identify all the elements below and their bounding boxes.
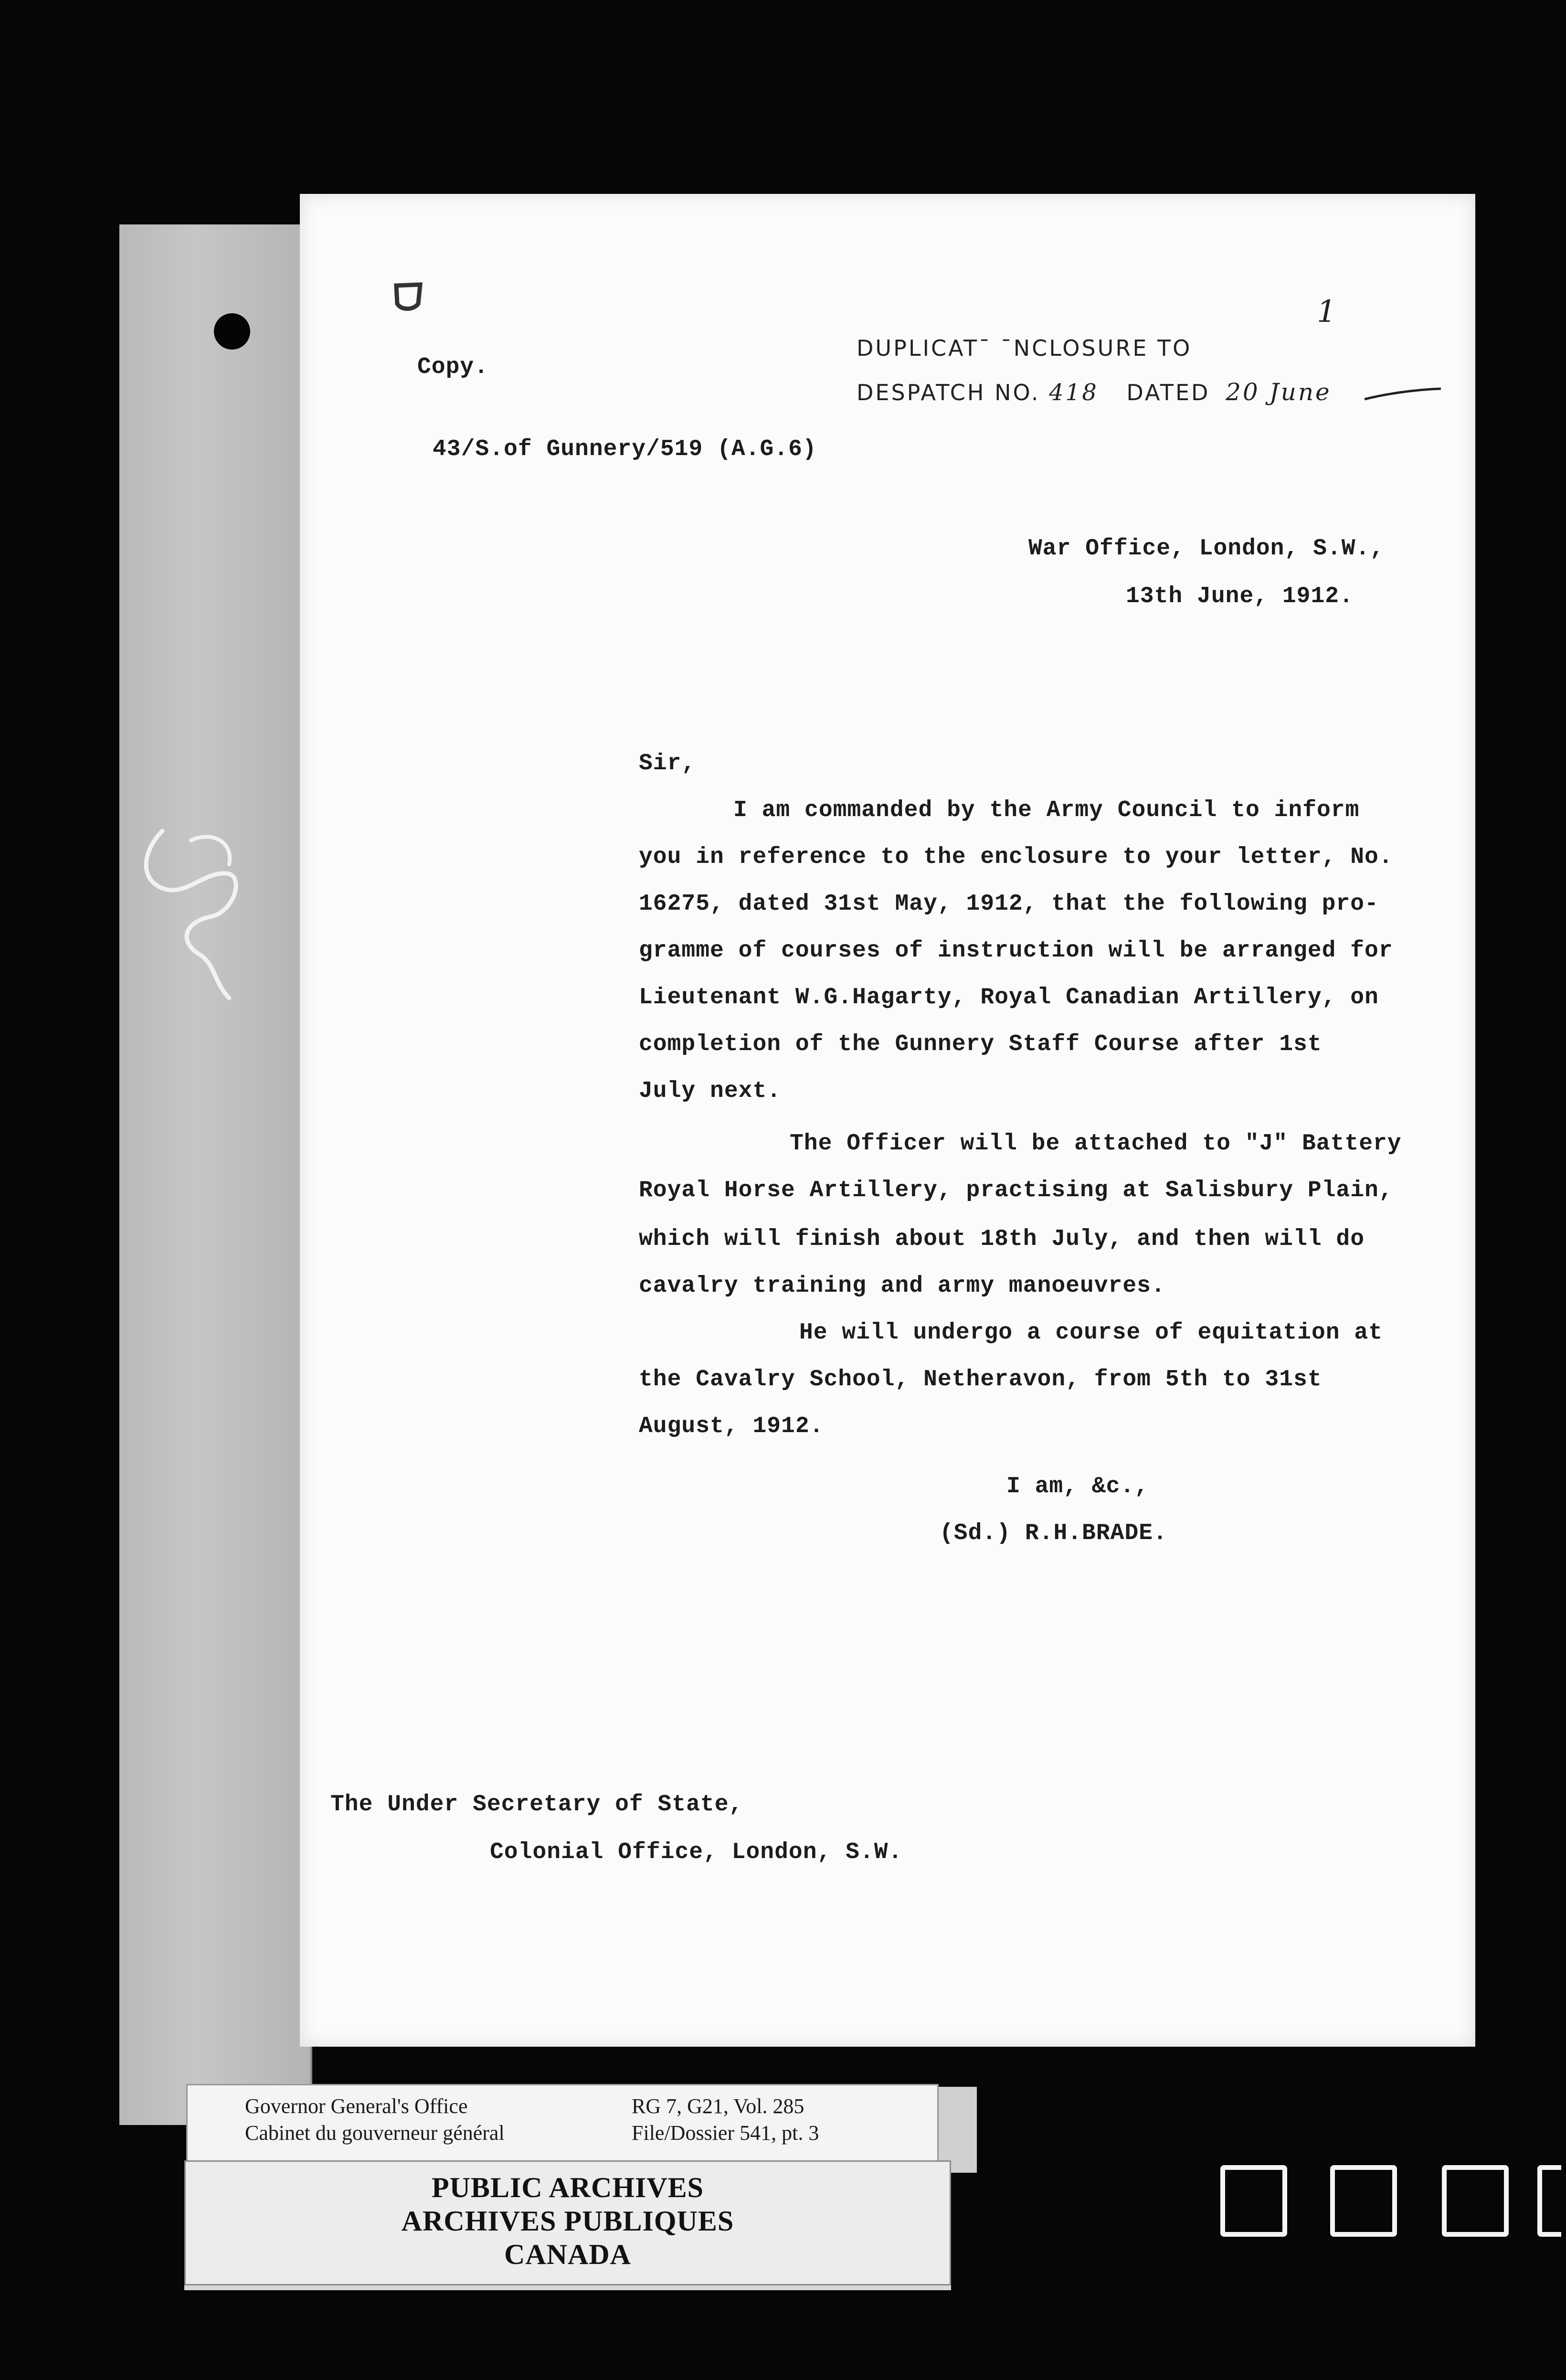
body-line: you in reference to the enclosure to your letter, No. bbox=[639, 844, 1393, 870]
handwritten-scribble bbox=[134, 821, 243, 1003]
salutation: Sir, bbox=[639, 751, 696, 776]
handwritten-underline bbox=[1365, 385, 1441, 404]
frame-counter-digit bbox=[1442, 2165, 1509, 2237]
body-line: the Cavalry School, Netheravon, from 5th to 31st bbox=[639, 1367, 1322, 1392]
stamp-date: 20 June bbox=[1226, 378, 1332, 406]
stamp-despatch-number: 418 bbox=[1049, 379, 1099, 406]
frame-counter-digit bbox=[1537, 2165, 1561, 2237]
body-line: July next. bbox=[639, 1078, 782, 1104]
closing: I am, &c., bbox=[1006, 1474, 1149, 1499]
office-french: Cabinet du gouverneur général bbox=[245, 2121, 505, 2145]
enclosure-stamp-line1: DUPLICAT¯ ¯NCLOSURE TO bbox=[857, 335, 1192, 361]
office-english: Governor General's Office bbox=[245, 2094, 468, 2118]
body-line: which will finish about 18th July, and then will do bbox=[639, 1226, 1365, 1252]
body-line: 16275, dated 31st May, 1912, that the following pro- bbox=[639, 891, 1379, 917]
enclosure-stamp-line2 bbox=[857, 378, 1332, 406]
body-line: August, 1912. bbox=[639, 1413, 824, 1439]
body-line: gramme of courses of instruction will be arranged for bbox=[639, 938, 1393, 964]
public-archives-label bbox=[184, 2160, 951, 2285]
letter-sheet bbox=[300, 194, 1475, 2047]
body-line: Royal Horse Artillery, practising at Salisbury Plain, bbox=[639, 1178, 1393, 1203]
punch-hole bbox=[214, 313, 250, 350]
archives-line-french: ARCHIVES PUBLIQUES bbox=[401, 2205, 734, 2237]
file-reference: 43/S.of Gunnery/519 (A.G.6) bbox=[433, 436, 817, 462]
stamp-dated-label: DATED bbox=[1126, 380, 1210, 405]
recipient-line2: Colonial Office, London, S.W. bbox=[490, 1839, 903, 1865]
body-line: I am commanded by the Army Council to inform bbox=[733, 797, 1360, 823]
frame-counter-digit bbox=[1220, 2165, 1287, 2237]
folder-strip bbox=[119, 224, 312, 2125]
archive-reference-label bbox=[186, 2084, 939, 2163]
signature: (Sd.) R.H.BRADE. bbox=[940, 1520, 1167, 1546]
frame-counter-digit bbox=[1330, 2165, 1397, 2237]
stamp-mark: 1 bbox=[1317, 294, 1336, 329]
record-group-reference: RG 7, G21, Vol. 285 bbox=[632, 2094, 804, 2118]
copy-label: Copy. bbox=[417, 354, 489, 380]
body-line: cavalry training and army manoeuvres. bbox=[639, 1273, 1165, 1299]
ring-mark-icon bbox=[392, 280, 425, 313]
letter-date: 13th June, 1912. bbox=[1126, 584, 1354, 609]
stamp-despatch-label: DESPATCH NO. bbox=[857, 380, 1040, 405]
file-dossier-reference: File/Dossier 541, pt. 3 bbox=[632, 2121, 819, 2145]
sender-address: War Office, London, S.W., bbox=[1028, 536, 1385, 562]
body-line: completion of the Gunnery Staff Course after 1st bbox=[639, 1031, 1322, 1057]
body-line: The Officer will be attached to "J" Battery bbox=[790, 1131, 1402, 1157]
label-clip bbox=[939, 2087, 977, 2173]
body-line: He will undergo a course of equitation at bbox=[799, 1320, 1383, 1346]
body-line: Lieutenant W.G.Hagarty, Royal Canadian Artillery, on bbox=[639, 985, 1379, 1010]
recipient-line1: The Under Secretary of State, bbox=[330, 1792, 743, 1817]
archives-line-english: PUBLIC ARCHIVES bbox=[431, 2172, 704, 2203]
archives-line-country: CANADA bbox=[504, 2239, 631, 2270]
